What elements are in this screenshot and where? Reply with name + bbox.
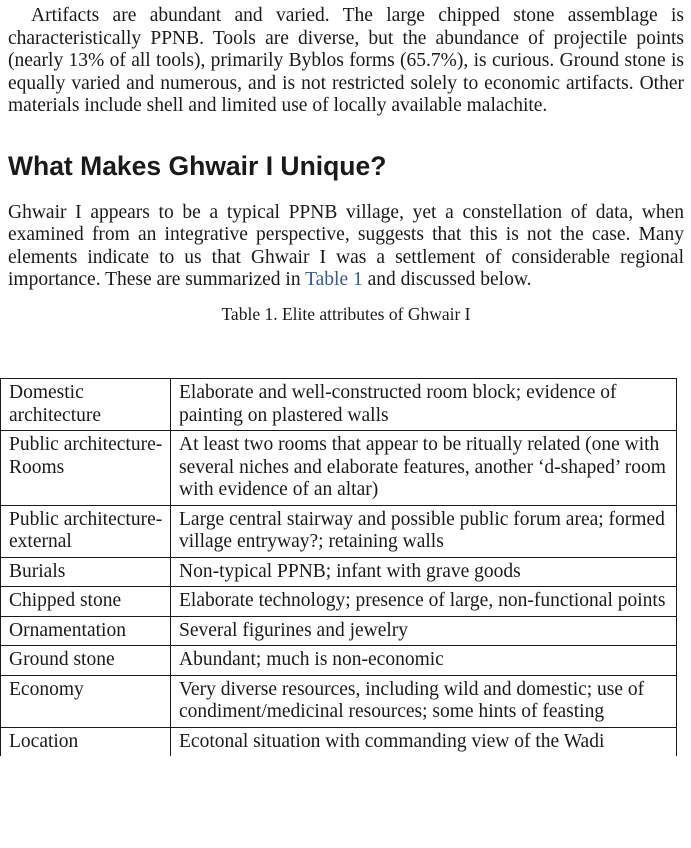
elite-attributes-table bbox=[0, 378, 677, 756]
intro-paragraph: Artifacts are abundant and varied. The large chipped stone assemblage is characteristically PPNB. Tools are diverse, but the abundance of projectile points (nearly 13% of all tools), primarily Byblos forms (65.7%), is curious. Ground stone is equally varied and numerous, and is not restricted solely to economic artifacts. Other materials include shell and limited use of locally available malachite. bbox=[8, 5, 684, 116]
description-cell: Several figurines and jewelry bbox=[171, 616, 677, 646]
description-cell: Non-typical PPNB; infant with grave goods bbox=[171, 557, 677, 587]
attribute-cell: Ground stone bbox=[1, 646, 171, 676]
table-1-link[interactable]: Table 1 bbox=[305, 269, 363, 290]
description-cell: Elaborate technology; presence of large, non-functional points bbox=[171, 587, 677, 617]
table-row bbox=[1, 675, 677, 727]
attribute-cell: Ornamentation bbox=[1, 616, 171, 646]
table-row bbox=[1, 505, 677, 557]
description-cell: Large central stairway and possible public forum area; formed village entryway?; retaining walls bbox=[171, 505, 677, 557]
attribute-cell: Chipped stone bbox=[1, 587, 171, 617]
section-paragraph bbox=[8, 202, 684, 292]
attribute-cell: Public architecture-Rooms bbox=[1, 431, 171, 506]
attribute-cell: Location bbox=[1, 727, 171, 756]
description-cell: Very diverse resources, including wild and domestic; use of condiment/medicinal resources; some hints of feasting bbox=[171, 675, 677, 727]
attribute-cell: Public architecture-external bbox=[1, 505, 171, 557]
section-paragraph-text-end: and discussed below. bbox=[362, 269, 532, 290]
table-row bbox=[1, 646, 677, 676]
table-caption: Table 1. Elite attributes of Ghwair I bbox=[221, 303, 471, 324]
table-row bbox=[1, 431, 677, 506]
description-cell: At least two rooms that appear to be ritually related (one with several niches and elaborate features, another ‘d-shaped’ room with evidence of an altar) bbox=[171, 431, 677, 506]
section-heading: What Makes Ghwair I Unique? bbox=[8, 150, 387, 181]
attribute-cell: Domestic architecture bbox=[1, 379, 171, 431]
table-row bbox=[1, 557, 677, 587]
description-cell: Abundant; much is non-economic bbox=[171, 646, 677, 676]
table-row bbox=[1, 587, 677, 617]
attribute-cell: Burials bbox=[1, 557, 171, 587]
description-cell: Ecotonal situation with commanding view of the Wadi bbox=[171, 727, 677, 756]
document-page bbox=[8, 0, 684, 324]
attribute-cell: Economy bbox=[1, 675, 171, 727]
table-row bbox=[1, 727, 677, 756]
section-paragraph-text: Ghwair I appears to be a typical PPNB village, yet a constellation of data, when examined from an integrative perspective, suggests that this is not the case. Many elements indicate to us that Ghwair I was a settlement of considerable regional importance. These are summarized in bbox=[8, 201, 684, 290]
table-row bbox=[1, 379, 677, 431]
description-cell: Elaborate and well-constructed room block; evidence of painting on plastered walls bbox=[171, 379, 677, 431]
table-row bbox=[1, 616, 677, 646]
